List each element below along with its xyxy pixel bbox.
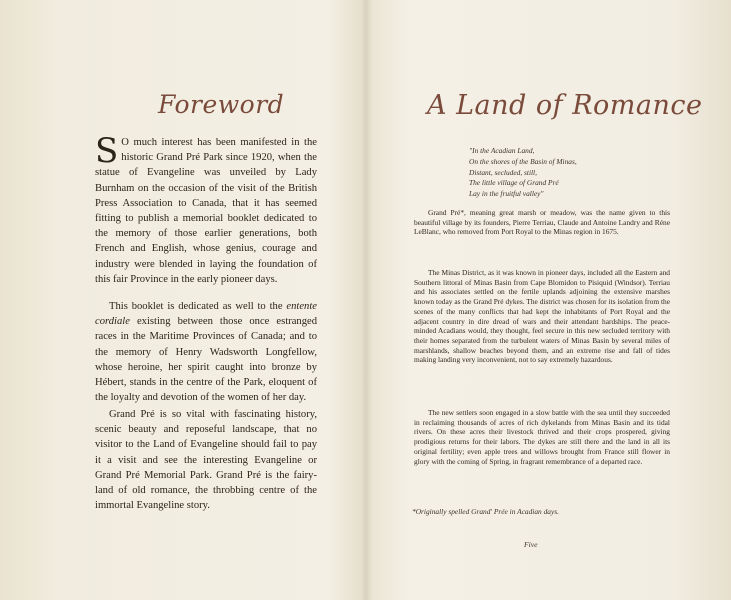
epigraph-poem — [469, 146, 577, 200]
romance-paragraph-3: The new settlers soon engaged in a slow battle with the sea until they succeeded in reclaiming thousands of acres of rich dykelands from Minas Basin and its tidal rivers. On these acres their livestock thrived and their crops prospered, giving prodigious returns for their labors. The dykes are still there and the land in all its original fertility; even apple trees and willows brought from France still flower in glory with the coming of Spring, in fragrant remembrance of a departed race. — [414, 408, 670, 466]
foreword-title: Foreword — [158, 90, 285, 119]
foreword-paragraph-2-start: This booklet is dedicated as well to the — [109, 301, 287, 312]
right-page — [366, 0, 731, 600]
poem-line: Distant, secluded, still, — [469, 167, 537, 177]
poem-line: "In the Acadian Land, — [469, 146, 535, 155]
poem-line: Lay in the fruitful valley" — [469, 189, 544, 199]
entente-cordiale-emphasis: entente cordiale — [95, 301, 317, 328]
poem-line: The little village of Grand Pré — [469, 178, 559, 188]
foreword-paragraph-2 — [95, 299, 317, 405]
poem-line: On the shores of the Basin of Minas, — [469, 156, 577, 166]
left-page — [0, 0, 365, 600]
page-number: Five — [524, 540, 538, 549]
foreword-paragraph-3: Grand Pré is so vital with fascinating history, scenic beauty and reposeful landscape, that no visitor to the Land of Evangeline should fail to pay it a visit and see the interesting Evangeline or Grand Pré Memorial Park. Grand Pré is the fairy-land of old romance, the throbbing centre of the immortal Evangeline story. — [95, 409, 317, 512]
footnote: *Originally spelled Grand' Prée in Acadian days. — [412, 507, 559, 516]
land-of-romance-title: A Land of Romance — [427, 90, 703, 121]
foreword-paragraph-1 — [95, 131, 317, 287]
romance-paragraph-2: The Minas District, as it was known in pioneer days, included all the Eastern and Southern littoral of Minas Basin from Cape Blomidon to Pisiquid (Windsor). Terriau and his associates settled on the fertile uplands adjoining the extensive marshes known today as the Grand Pré dykes. The district was chosen for its isolation from the scenes of the many conflicts that had kept the inhabitants of Port Royal and the adjacent country in dire dread of wars and their attendant hardships. The peace-minded Acadians would, they thought, feel secure in this new secluded territory with their homes separated from the turbulent waters of Minas Basin by several miles of marshlands, shallow beaches beyond them, and an extreme rise and fall of tides making landing very inconvenient, not to say extremely hazardous. — [414, 268, 670, 365]
drop-cap: S — [95, 131, 119, 171]
romance-paragraph-1: Grand Pré*, meaning great marsh or meadow, was the name given to this beautiful village by its founders, Pierre Terriau, Claude and Antoine Landry and Réne LeBlanc, who removed from Port Royal to the Minas region in 1675. — [414, 208, 670, 237]
foreword-paragraph-2-end: existing between those once estranged races in the Maritime Provinces of Canada; and to the memory of Henry Wadsworth Longfellow, whose heroine, her spirit caught into bronze by Hébert, stands in the centre of the Park, eloquent of the loyalty and devotion of the women of her day. — [95, 316, 317, 404]
foreword-paragraph-1-text: O much interest has been manifested in the historic Grand Pré Park since 1920, when the statue of Evangeline was unveiled by Lady Burnham on the occasion of the visit of the British Press Association to Canada, that it has seemed fitting to publish a memorial booklet dedicated to the memory of those earlier generations, both French and English, whose genius, courage and industry were blended in laying the foundation of this fair Province in the early pioneer days. — [95, 137, 317, 285]
